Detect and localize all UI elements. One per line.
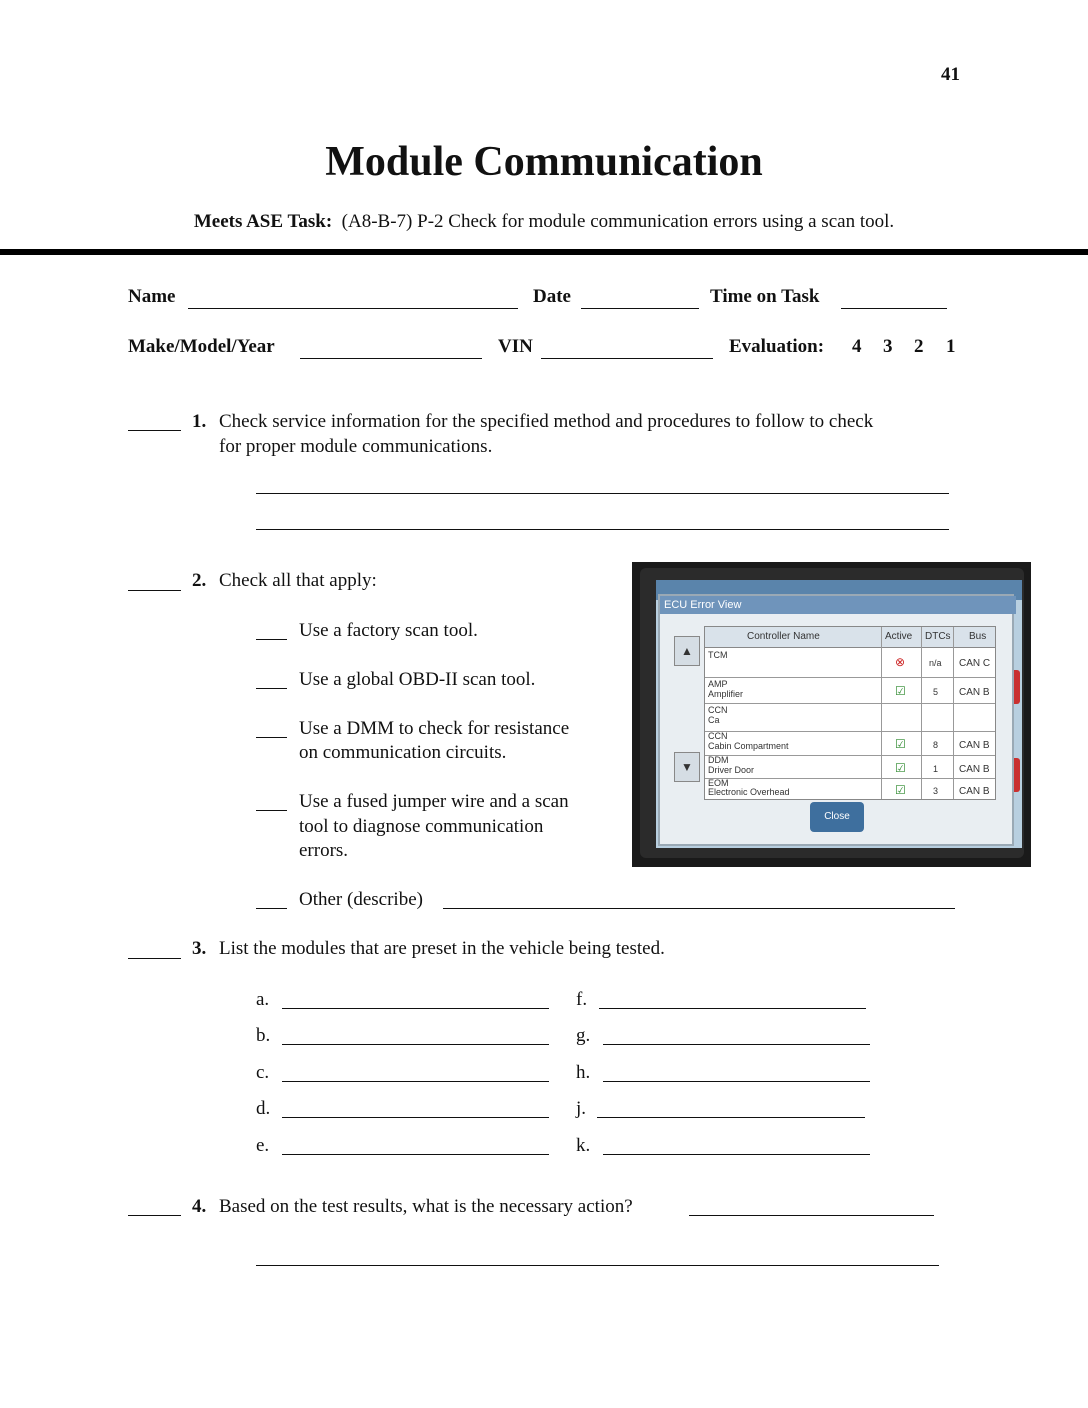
column-divider <box>953 627 954 799</box>
row-desc: Cabin Compartment <box>708 741 789 751</box>
row-bus: CAN B <box>959 764 990 775</box>
ase-task-label: Meets ASE Task: <box>193 211 333 232</box>
time-on-task-label: Time on Task <box>710 286 820 307</box>
q2-option-jumper-line2: tool to diagnose communication <box>299 816 544 837</box>
q2-checkbox-blank[interactable] <box>256 810 287 811</box>
q4-answer-line[interactable] <box>256 1265 939 1266</box>
q1-answer-line[interactable] <box>256 493 949 494</box>
q2-checkbox-blank[interactable] <box>256 737 287 738</box>
date-field[interactable] <box>581 286 699 309</box>
row-divider <box>705 778 995 779</box>
module-answer-line[interactable] <box>282 1081 549 1082</box>
row-dtcs: n/a <box>929 658 942 668</box>
q3-letter-h: h. <box>576 1062 591 1083</box>
header-bus: Bus <box>969 631 987 642</box>
close-button: Close <box>810 802 864 832</box>
row-desc: Amplifier <box>708 689 744 699</box>
evaluation-score-4[interactable]: 4 <box>852 336 862 357</box>
row-divider <box>705 677 995 678</box>
q2-number: 2. <box>192 570 207 591</box>
header-active: Active <box>885 631 913 642</box>
q2-text: Check all that apply: <box>219 570 377 591</box>
ecu-error-table <box>704 626 996 800</box>
error-icon: ⊗ <box>895 655 906 669</box>
q1-answer-line[interactable] <box>256 529 949 530</box>
column-divider <box>881 627 882 799</box>
scroll-down-icon: ▼ <box>674 752 700 782</box>
q3-letter-c: c. <box>256 1062 270 1083</box>
q2-option-dmm-line2: on communication circuits. <box>299 742 507 763</box>
row-bus: CAN B <box>959 786 990 797</box>
q2-other-line[interactable] <box>443 908 955 909</box>
q4-text: Based on the test results, what is the necessary action? <box>219 1196 633 1217</box>
row-code: AMP <box>708 679 728 689</box>
q1-score-blank[interactable] <box>128 430 181 431</box>
q4-number: 4. <box>192 1196 207 1217</box>
q2-checkbox-blank[interactable] <box>256 639 287 640</box>
q3-letter-j: j. <box>576 1098 587 1119</box>
row-bus: CAN B <box>959 740 990 751</box>
q2-checkbox-blank[interactable] <box>256 908 287 909</box>
q3-number: 3. <box>192 938 207 959</box>
row-desc: Ca <box>708 715 720 725</box>
row-code: CCN <box>708 731 728 741</box>
row-divider <box>705 703 995 704</box>
q2-option-factory: Use a factory scan tool. <box>299 620 478 641</box>
make-model-year-field[interactable] <box>300 336 482 359</box>
q3-text: List the modules that are preset in the vehicle being tested. <box>219 938 665 959</box>
q1-text-line1: Check service information for the specified method and procedures to follow to check <box>219 411 874 432</box>
row-desc: Electronic Overhead <box>708 787 790 797</box>
scan-tool-screen <box>656 580 1022 848</box>
q3-letter-e: e. <box>256 1135 270 1156</box>
table-header <box>705 627 995 648</box>
ase-task-text: (A8-B-7) P-2 Check for module communication errors using a scan tool. <box>341 211 895 232</box>
q4-answer-line[interactable] <box>689 1215 934 1216</box>
module-answer-line[interactable] <box>603 1044 870 1045</box>
row-code: CCN <box>708 705 728 715</box>
scroll-up-icon: ▲ <box>674 636 700 666</box>
name-label: Name <box>128 286 176 307</box>
q2-option-other: Other (describe) <box>299 889 423 910</box>
module-answer-line[interactable] <box>599 1008 866 1009</box>
page-title: Module Communication <box>325 139 763 185</box>
module-answer-line[interactable] <box>282 1117 549 1118</box>
module-answer-line[interactable] <box>597 1117 865 1118</box>
q3-letter-b: b. <box>256 1025 271 1046</box>
page-number: 41 <box>941 64 960 85</box>
q1-number: 1. <box>192 411 207 432</box>
row-code: EOM <box>708 778 729 788</box>
q3-letter-a: a. <box>256 989 270 1010</box>
row-bus: CAN B <box>959 687 990 698</box>
date-label: Date <box>533 286 571 307</box>
ecu-error-dialog <box>658 594 1014 846</box>
column-divider <box>921 627 922 799</box>
row-divider <box>705 731 995 732</box>
evaluation-score-2[interactable]: 2 <box>914 336 924 357</box>
header-dtcs: DTCs <box>925 631 951 642</box>
module-answer-line[interactable] <box>282 1044 549 1045</box>
row-dtcs: 1 <box>933 764 939 774</box>
q2-checkbox-blank[interactable] <box>256 688 287 689</box>
row-bus: CAN C <box>959 658 991 669</box>
row-code: TCM <box>708 650 728 660</box>
module-answer-line[interactable] <box>282 1154 549 1155</box>
vin-label: VIN <box>498 336 533 357</box>
make-model-year-label: Make/Model/Year <box>128 336 275 357</box>
row-code: DDM <box>708 755 729 765</box>
module-answer-line[interactable] <box>282 1008 549 1009</box>
q2-option-jumper-line1: Use a fused jumper wire and a scan <box>299 791 569 812</box>
module-answer-line[interactable] <box>603 1081 870 1082</box>
q3-letter-k: k. <box>576 1135 591 1156</box>
check-icon: ☑ <box>895 737 906 751</box>
q2-score-blank[interactable] <box>128 590 181 591</box>
check-icon: ☑ <box>895 684 906 698</box>
evaluation-score-3[interactable]: 3 <box>883 336 893 357</box>
evaluation-score-1[interactable]: 1 <box>946 336 956 357</box>
q2-option-jumper-line3: errors. <box>299 840 349 861</box>
q3-letter-f: f. <box>576 989 588 1010</box>
check-icon: ☑ <box>895 761 906 775</box>
header-rule <box>0 249 1088 255</box>
ase-task <box>0 211 1088 233</box>
header-controller-name: Controller Name <box>747 631 820 642</box>
vin-field[interactable] <box>541 336 713 359</box>
dialog-title: ECU Error View <box>660 596 1016 614</box>
time-on-task-field[interactable] <box>841 286 947 309</box>
module-answer-line[interactable] <box>603 1154 870 1155</box>
q2-option-dmm-line1: Use a DMM to check for resistance <box>299 718 570 739</box>
evaluation-label: Evaluation: <box>729 336 825 357</box>
scan-tool-photo <box>632 562 1031 867</box>
screen-bezel <box>640 568 1024 858</box>
row-desc: Driver Door <box>708 765 755 775</box>
q3-letter-d: d. <box>256 1098 271 1119</box>
row-dtcs: 3 <box>933 786 939 796</box>
q2-option-obd2: Use a global OBD-II scan tool. <box>299 669 536 690</box>
q4-score-blank[interactable] <box>128 1215 181 1216</box>
row-divider <box>705 755 995 756</box>
name-field[interactable] <box>188 286 518 309</box>
q3-score-blank[interactable] <box>128 958 181 959</box>
check-icon: ☑ <box>895 783 906 797</box>
q3-letter-g: g. <box>576 1025 591 1046</box>
q1-text-line2: for proper module communications. <box>219 436 493 457</box>
row-dtcs: 5 <box>933 687 939 697</box>
row-dtcs: 8 <box>933 740 939 750</box>
